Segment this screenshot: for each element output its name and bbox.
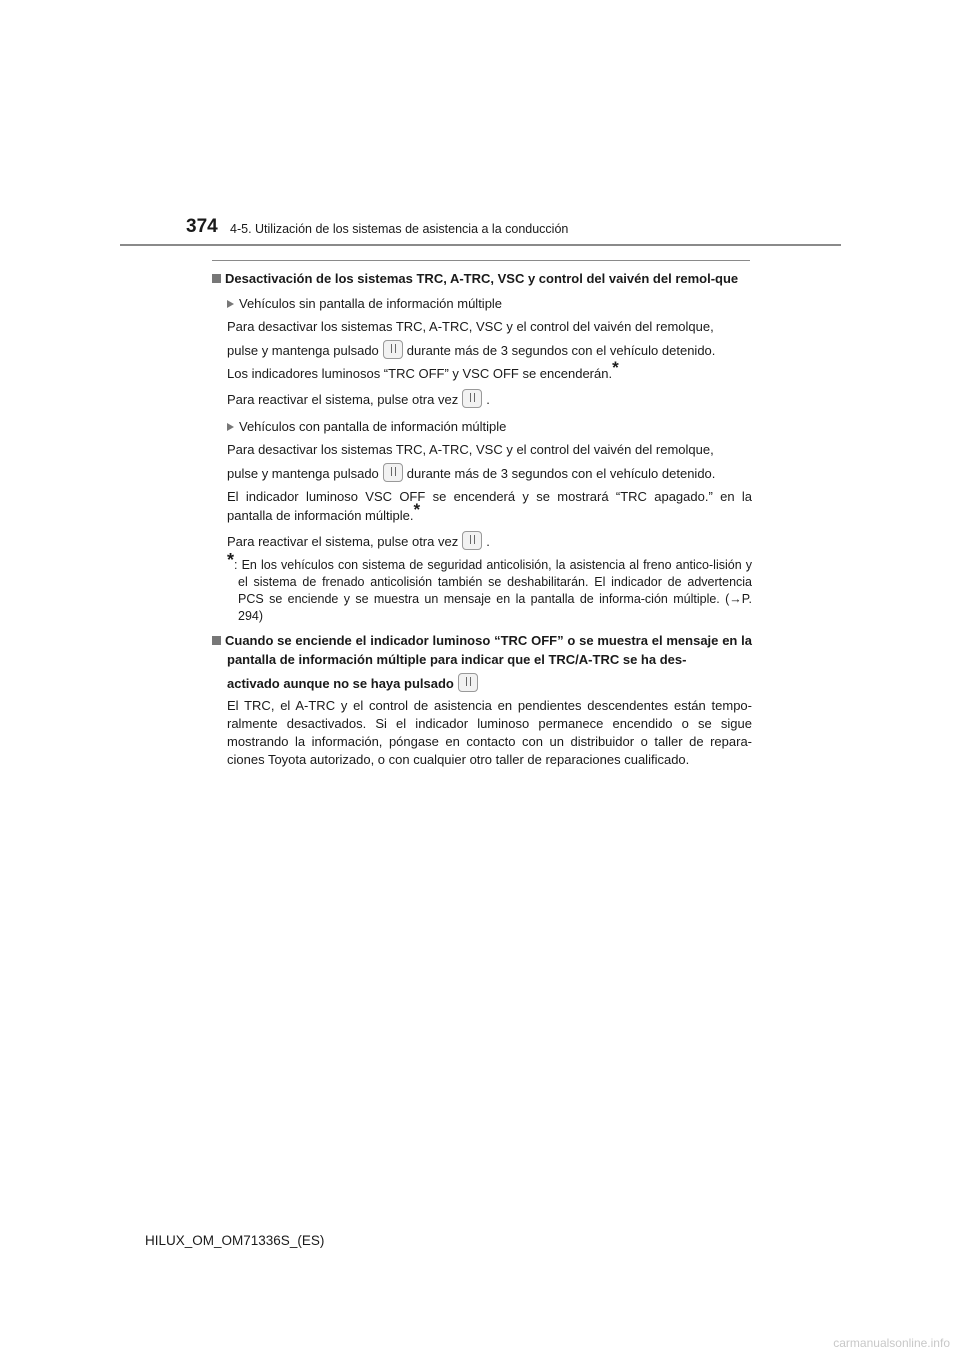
vsc-off-switch-icon — [383, 463, 403, 482]
section-title: 4-5. Utilización de los sistemas de asistencia a la conducción — [230, 222, 569, 236]
footnote: *: En los vehículos con sistema de seguridad anticolisión, la asistencia al freno antico-lisión y el sistema de frenado anticolisión también se deshabilitarán. El indicador de advertencia PCS se enciende y se muestra un mensaje en la pantalla de informa-ción múltiple. (→P. 294) — [227, 550, 752, 623]
no-display-line1: Para desactivar los sistemas TRC, A-TRC, VSC y el control del vaivén del remolque, — [227, 319, 714, 334]
triangle-arrow-icon — [227, 423, 234, 431]
no-display-label: Vehículos sin pantalla de información múltiple — [239, 296, 503, 311]
footnote-marker: * — [413, 500, 421, 519]
page-number: 374 — [186, 216, 218, 237]
vsc-off-switch-icon — [458, 673, 478, 692]
watermark: carmanualsonline.info — [833, 1336, 950, 1350]
header-rule — [120, 244, 841, 246]
indicator-heading: Cuando se enciende el indicador luminoso “TRC OFF” o se muestra el mensaje en la pantalla de información múltiple para indicar que el TRC/A-TRC se ha des- activado aunque no se haya pulsado — [212, 631, 752, 693]
with-display-label: Vehículos con pantalla de información múltiple — [239, 419, 507, 434]
vsc-off-switch-icon — [462, 531, 482, 550]
with-display-line1: Para desactivar los sistemas TRC, A-TRC, VSC y el control del vaivén del remolque, — [227, 442, 714, 457]
content — [212, 269, 752, 769]
vsc-off-switch-icon — [383, 340, 403, 359]
content-rule — [212, 260, 750, 261]
indicator-body: El TRC, el A-TRC y el control de asistencia en pendientes descendentes están tempo-ralmente desactivados. Si el indicador luminoso permanece encendido o se sigue mostrando la información, póngase en contacto con un distribuidor o taller de repara-ciones Toyota autorizado, o con cualquier otro taller de reparaciones cualificado. — [227, 698, 752, 767]
gray-square-bullet-icon — [212, 274, 221, 283]
triangle-arrow-icon — [227, 300, 234, 308]
vsc-off-switch-icon — [462, 389, 482, 408]
with-display-block: Vehículos con pantalla de información múltiple Para desactivar los sistemas TRC, A-TRC, VSC y el control del vaivén del remolque, pulse y mantenga pulsado durante más de 3 segundos con el vehículo detenido. El indicador luminoso VSC OFF se encenderá y se mostrará “TRC apagado.” en la pantalla de información múltiple.* Para reactivar el sistema, pulse otra vez . — [227, 419, 752, 549]
document-id: HILUX_OM_OM71336S_(ES) — [145, 1233, 325, 1248]
gray-square-bullet-icon — [212, 636, 221, 645]
deactivation-heading: Desactivación de los sistemas TRC, A-TRC, VSC y control del vaivén del remol-que — [212, 269, 752, 288]
footnote-marker: * — [612, 358, 619, 377]
no-display-block: Vehículos sin pantalla de información múltiple Para desactivar los sistemas TRC, A-TRC, VSC y el control del vaivén del remolque, pulse y mantenga pulsado durante más de 3 segundos con el vehículo detenido. Los indicadores luminosos “TRC OFF” y VSC OFF se encenderán.* Para reactivar el sistema, pulse otra vez . — [212, 294, 752, 409]
